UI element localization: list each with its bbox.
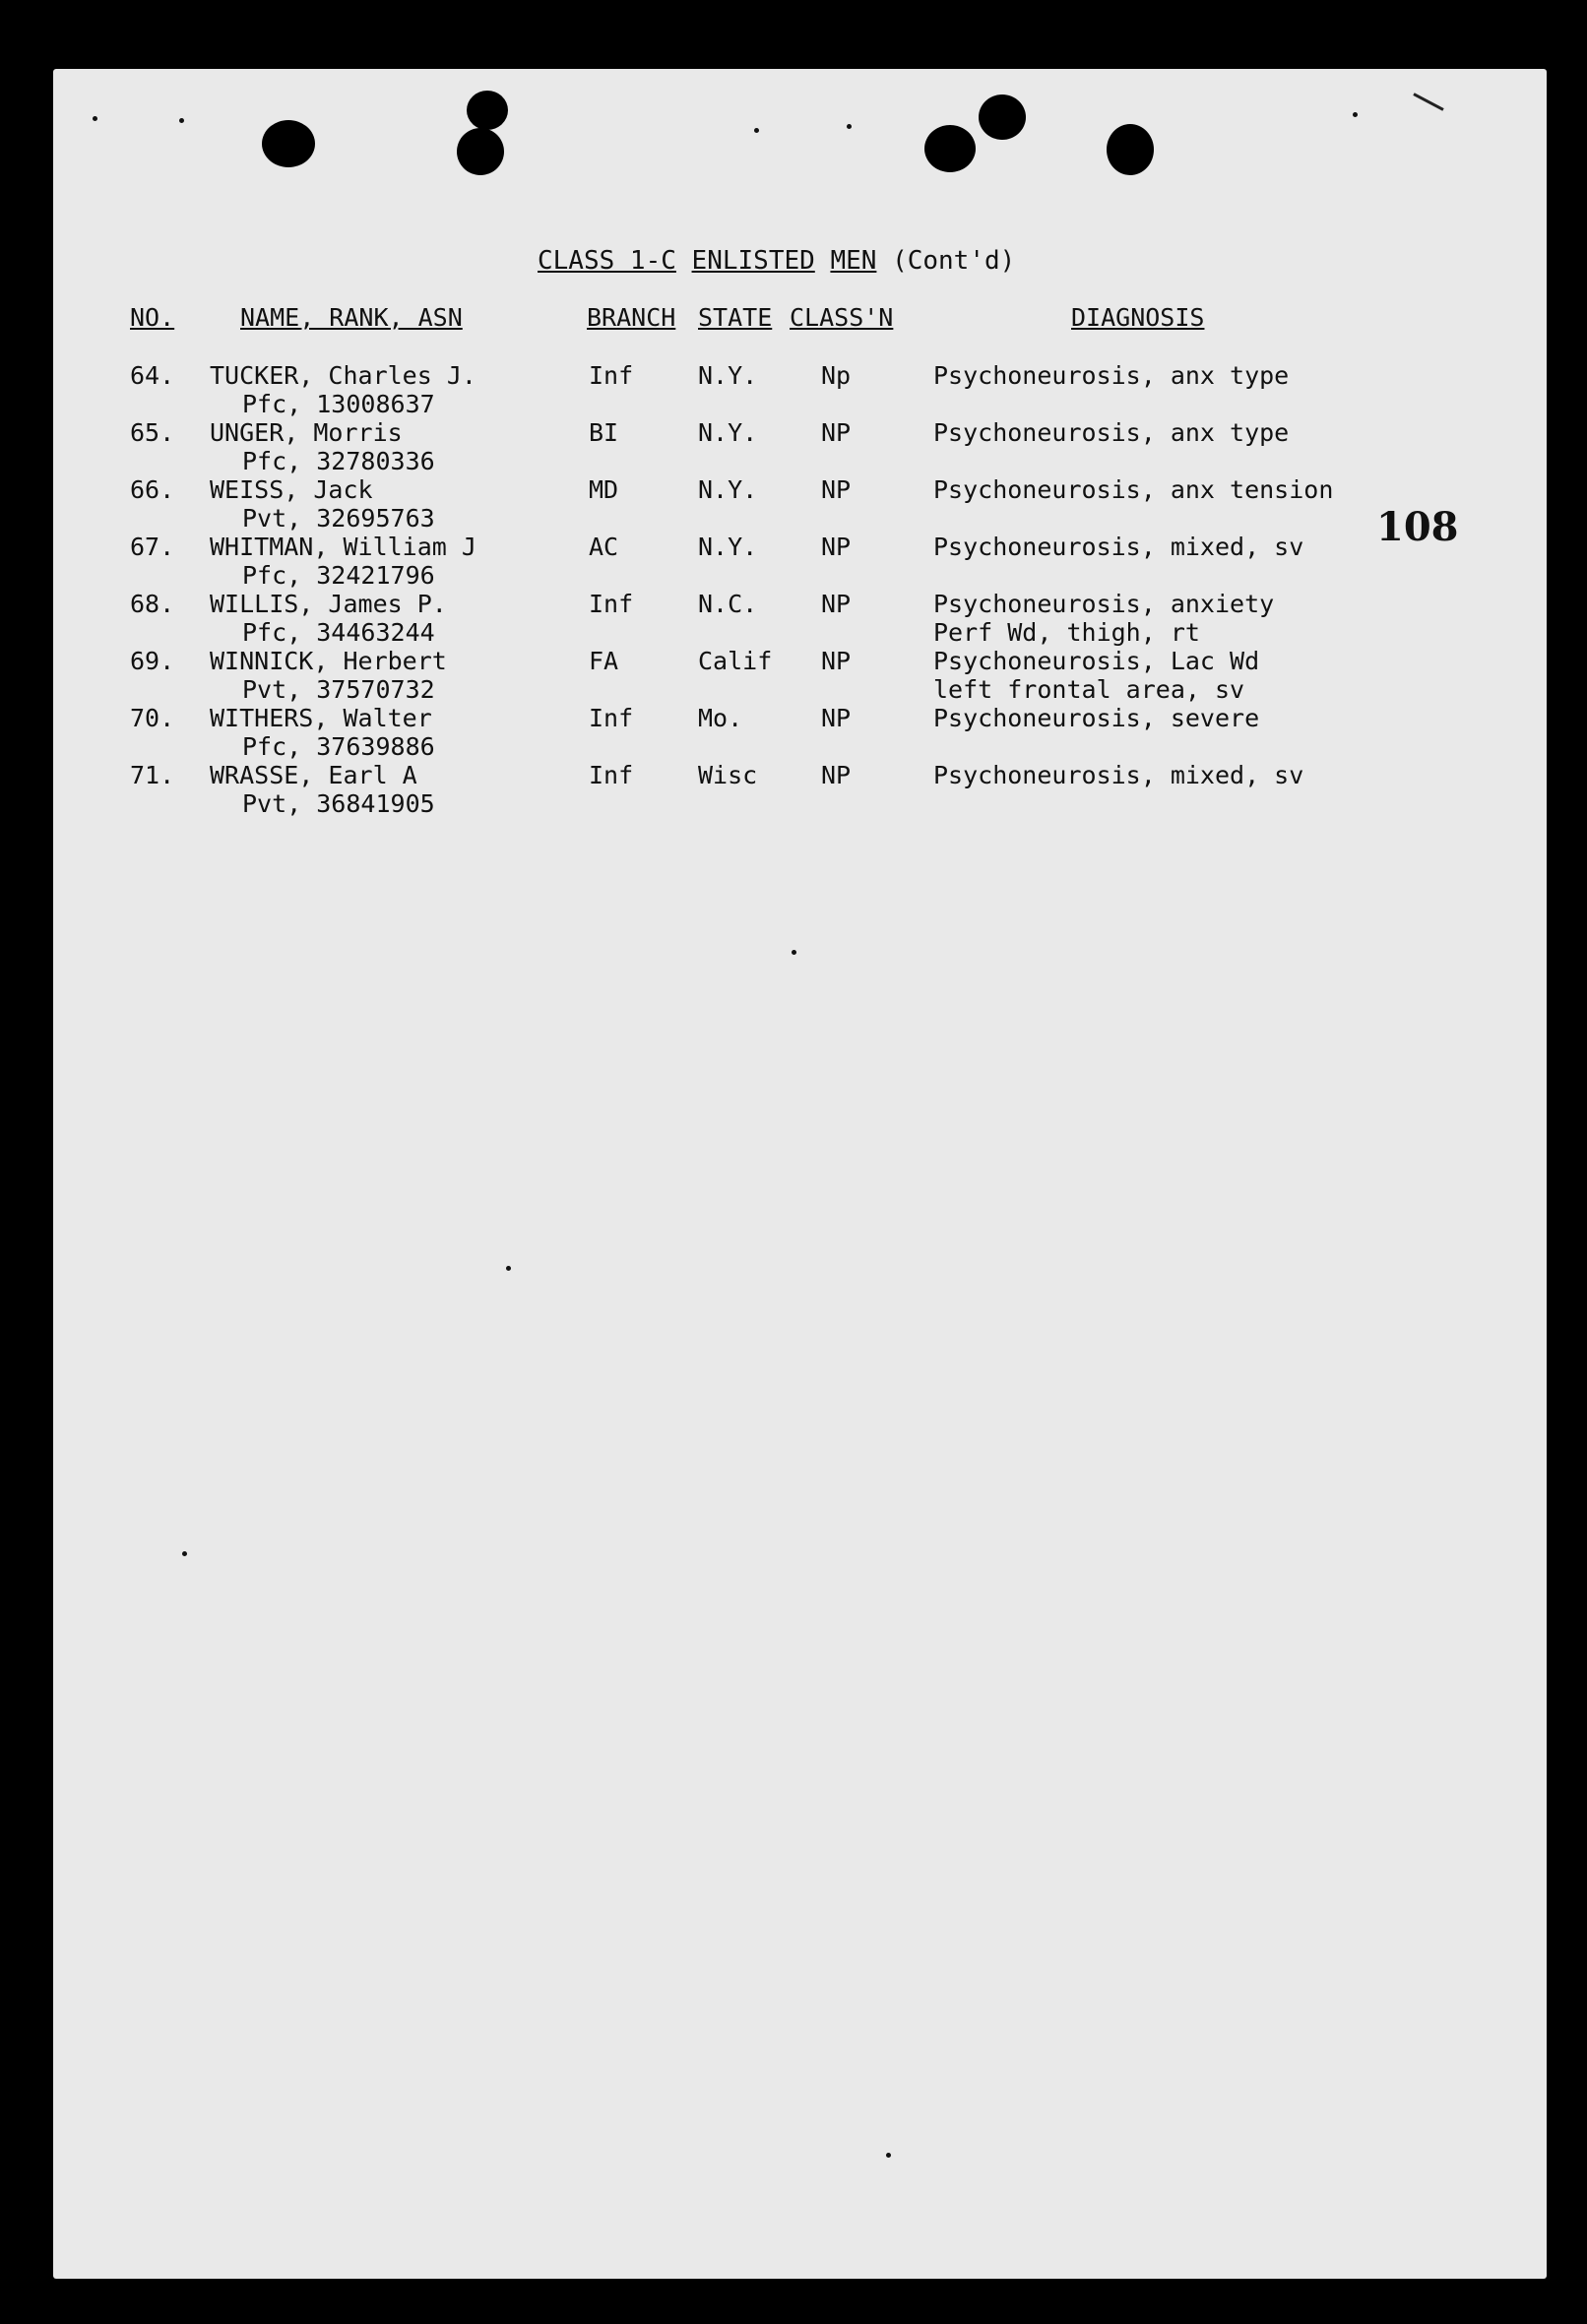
row-rank-asn: Pfc, 32780336 [242,447,435,475]
row-class: NP [821,704,852,732]
row-diagnosis: Psychoneurosis, mixed, sv [933,533,1304,561]
header-no: NO. [130,303,175,332]
header-class: CLASS'N [790,303,894,332]
row-rank-asn: Pfc, 37639886 [242,732,435,761]
row-diagnosis-line2: Perf Wd, thigh, rt [933,618,1200,647]
row-diagnosis: Psychoneurosis, anx tension [933,475,1334,504]
row-class: NP [821,533,852,561]
row-class: NP [821,590,852,618]
punch-hole [924,125,976,172]
row-state: N.C. [698,590,758,618]
row-name: WEISS, Jack [210,475,373,504]
row-no: 66. [130,475,175,504]
punch-hole [467,91,508,130]
punch-hole [262,120,315,167]
punch-hole [1107,124,1154,175]
page-number: 108 [1376,504,1459,550]
row-rank-asn: Pvt, 36841905 [242,789,435,818]
header-state: STATE [698,303,773,332]
row-rank-asn: Pfc, 34463244 [242,618,435,647]
row-diagnosis: Psychoneurosis, Lac Wd [933,647,1260,675]
title-enlisted: ENLISTED [691,246,815,276]
row-state: N.Y. [698,361,758,390]
row-rank-asn: Pvt, 37570732 [242,675,435,704]
speck [182,1551,187,1556]
row-class: NP [821,418,852,447]
row-class: NP [821,647,852,675]
header-branch: BRANCH [587,303,676,332]
row-branch: Inf [589,761,634,789]
row-no: 69. [130,647,175,675]
row-name: WINNICK, Herbert [210,647,447,675]
speck [792,950,796,955]
title-class: CLASS 1-C [538,246,676,276]
row-name: WRASSE, Earl A [210,761,417,789]
row-state: N.Y. [698,475,758,504]
speck [754,128,759,133]
row-no: 71. [130,761,175,789]
title-men: MEN [830,246,877,276]
row-no: 64. [130,361,175,390]
row-rank-asn: Pvt, 32695763 [242,504,435,533]
row-diagnosis: Psychoneurosis, anxiety [933,590,1275,618]
row-branch: FA [589,647,619,675]
row-name: TUCKER, Charles J. [210,361,476,390]
row-class: NP [821,761,852,789]
row-name: WHITMAN, William J [210,533,476,561]
row-no: 65. [130,418,175,447]
speck [886,2153,891,2158]
punch-hole [979,94,1026,140]
row-diagnosis: Psychoneurosis, mixed, sv [933,761,1304,789]
row-rank-asn: Pfc, 32421796 [242,561,435,590]
row-state: Calif [698,647,773,675]
row-diagnosis: Psychoneurosis, anx type [933,361,1290,390]
row-state: Wisc [698,761,758,789]
speck [179,118,184,123]
row-class: NP [821,475,852,504]
row-state: N.Y. [698,533,758,561]
row-state: Mo. [698,704,743,732]
row-branch: AC [589,533,619,561]
row-class: Np [821,361,852,390]
row-state: N.Y. [698,418,758,447]
speck [1353,112,1358,117]
speck [506,1266,511,1271]
row-branch: Inf [589,704,634,732]
row-name: UNGER, Morris [210,418,403,447]
speck [93,116,97,121]
row-diagnosis: Psychoneurosis, severe [933,704,1260,732]
punch-hole [457,128,504,175]
header-diagnosis: DIAGNOSIS [1071,303,1205,332]
row-no: 70. [130,704,175,732]
row-branch: BI [589,418,619,447]
row-branch: Inf [589,590,634,618]
row-branch: Inf [589,361,634,390]
row-diagnosis-line2: left frontal area, sv [933,675,1245,704]
header-name: NAME, RANK, ASN [240,303,463,332]
row-rank-asn: Pfc, 13008637 [242,390,435,418]
row-name: WILLIS, James P. [210,590,447,618]
corner-mark [1413,93,1443,111]
row-diagnosis: Psychoneurosis, anx type [933,418,1290,447]
speck [847,124,852,129]
row-name: WITHERS, Walter [210,704,432,732]
row-no: 68. [130,590,175,618]
title-contd: (Cont'd) [892,246,1016,276]
row-no: 67. [130,533,175,561]
row-branch: MD [589,475,619,504]
page-title [538,246,1015,276]
